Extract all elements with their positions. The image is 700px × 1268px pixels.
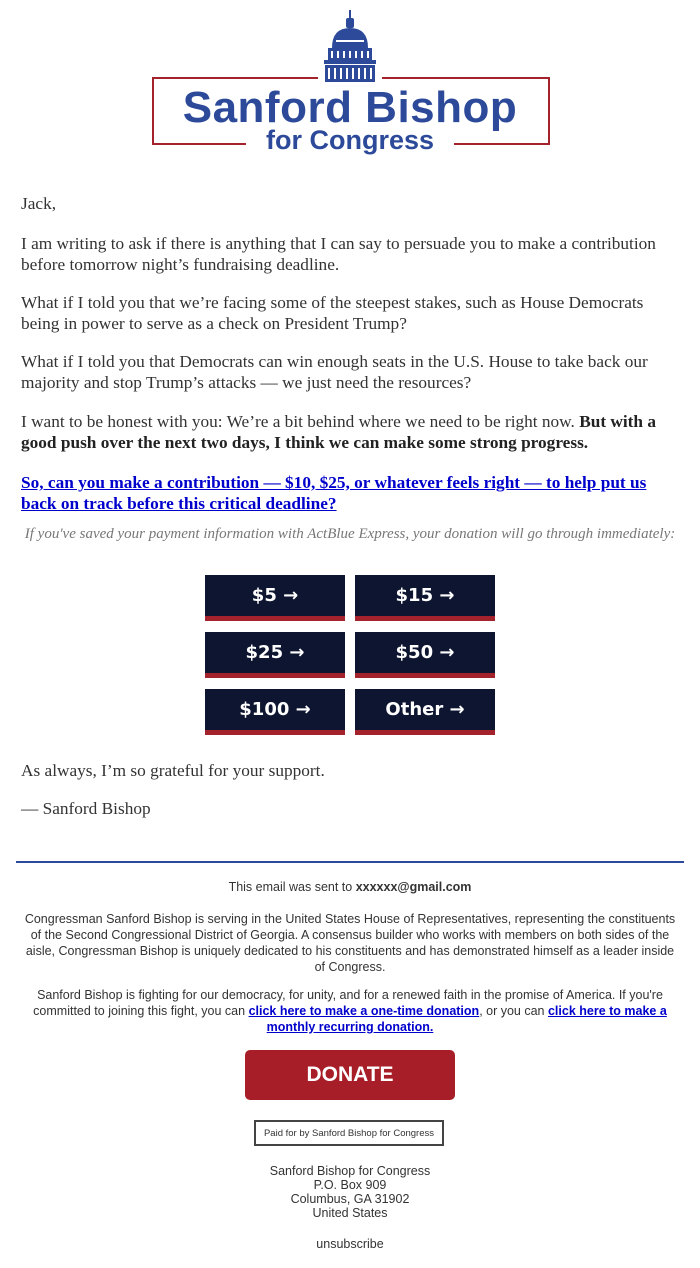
ask-paragraph xyxy=(21,472,681,514)
logo-name: Sanford Bishop xyxy=(182,83,518,132)
donate-15-button[interactable]: $15 → xyxy=(355,575,495,621)
donate-5-button[interactable]: $5 → xyxy=(205,575,345,621)
actblue-express-note: If you've saved your payment information with ActBlue Express, your donation will go through immediately: xyxy=(24,526,676,542)
unsubscribe-line xyxy=(20,1236,680,1252)
address-line: Sanford Bishop for Congress xyxy=(269,1164,431,1178)
contribution-link[interactable]: So, can you make a contribution — $10, $25, or whatever feels right — to help put us back on track before this critical deadline? xyxy=(21,473,647,513)
fight-paragraph xyxy=(20,987,680,1035)
one-time-donation-link[interactable]: click here to make a one-time donation xyxy=(248,1004,480,1018)
closing: As always, I’m so grateful for your support. xyxy=(21,761,325,780)
paid-for-disclaimer: Paid for by Sanford Bishop for Congress xyxy=(254,1120,444,1146)
greeting: Jack, xyxy=(21,194,57,213)
address-line: Columbus, GA 31902 xyxy=(290,1192,410,1206)
address-line: P.O. Box 909 xyxy=(313,1178,387,1192)
donate-50-button[interactable]: $50 → xyxy=(355,632,495,678)
donate-25-button[interactable]: $25 → xyxy=(205,632,345,678)
paragraph-4 xyxy=(21,411,681,453)
monthly-donation-link[interactable]: click here to make a monthly recurring donation. xyxy=(266,1004,667,1034)
unsubscribe-link[interactable]: unsubscribe xyxy=(316,1237,384,1251)
bio-paragraph: Congressman Sanford Bishop is serving in the United States House of Representatives, representing the constituents of the Second Congressional District of Georgia. A consensus builder who works with members on both sides of the aisle, Congressman Bishop is uniquely dedicated to his constituents and has demonstrated himself as a leader inside of Congress. xyxy=(24,912,676,974)
paragraph-2: What if I told you that we’re facing some of the steepest stakes, such as House Democrats being in power to serve as a check on President Trump? xyxy=(21,293,644,333)
fight-text: Sanford Bishop is fighting for our democracy, for unity, and for a renewed faith in the promise of America. If you're committed to joining this fight, you can xyxy=(33,988,663,1018)
paragraph-1: I am writing to ask if there is anything that I can say to persuade you to make a contribution before tomorrow night’s fundraising deadline. xyxy=(21,234,656,274)
donate-other-button[interactable]: Other → xyxy=(355,689,495,735)
footer-divider xyxy=(16,861,684,863)
sent-to-line xyxy=(20,879,680,895)
address-line: United States xyxy=(312,1206,388,1220)
paragraph-4-bold: But with a good push over the next two days, I think we can make some strong progress. xyxy=(21,412,657,452)
capitol-dome-icon xyxy=(322,10,378,86)
fight-middle-text: , or you can xyxy=(479,1004,548,1018)
donate-100-button[interactable]: $100 → xyxy=(205,689,345,735)
logo-subtitle: for Congress xyxy=(265,125,435,155)
signature: — Sanford Bishop xyxy=(21,799,151,818)
recipient-email: xxxxxx@gmail.com xyxy=(355,880,472,894)
sent-to-label: This email was sent to xyxy=(228,880,356,894)
campaign-logo xyxy=(0,0,700,170)
mailing-address xyxy=(20,1164,680,1220)
paragraph-4-text: I want to be honest with you: We’re a bit behind where we need to be right now. xyxy=(21,412,580,431)
donate-button[interactable]: DONATE xyxy=(245,1050,455,1100)
paragraph-3: What if I told you that Democrats can win enough seats in the U.S. House to take back our majority and stop Trump’s attacks — we just need the resources? xyxy=(21,352,648,392)
